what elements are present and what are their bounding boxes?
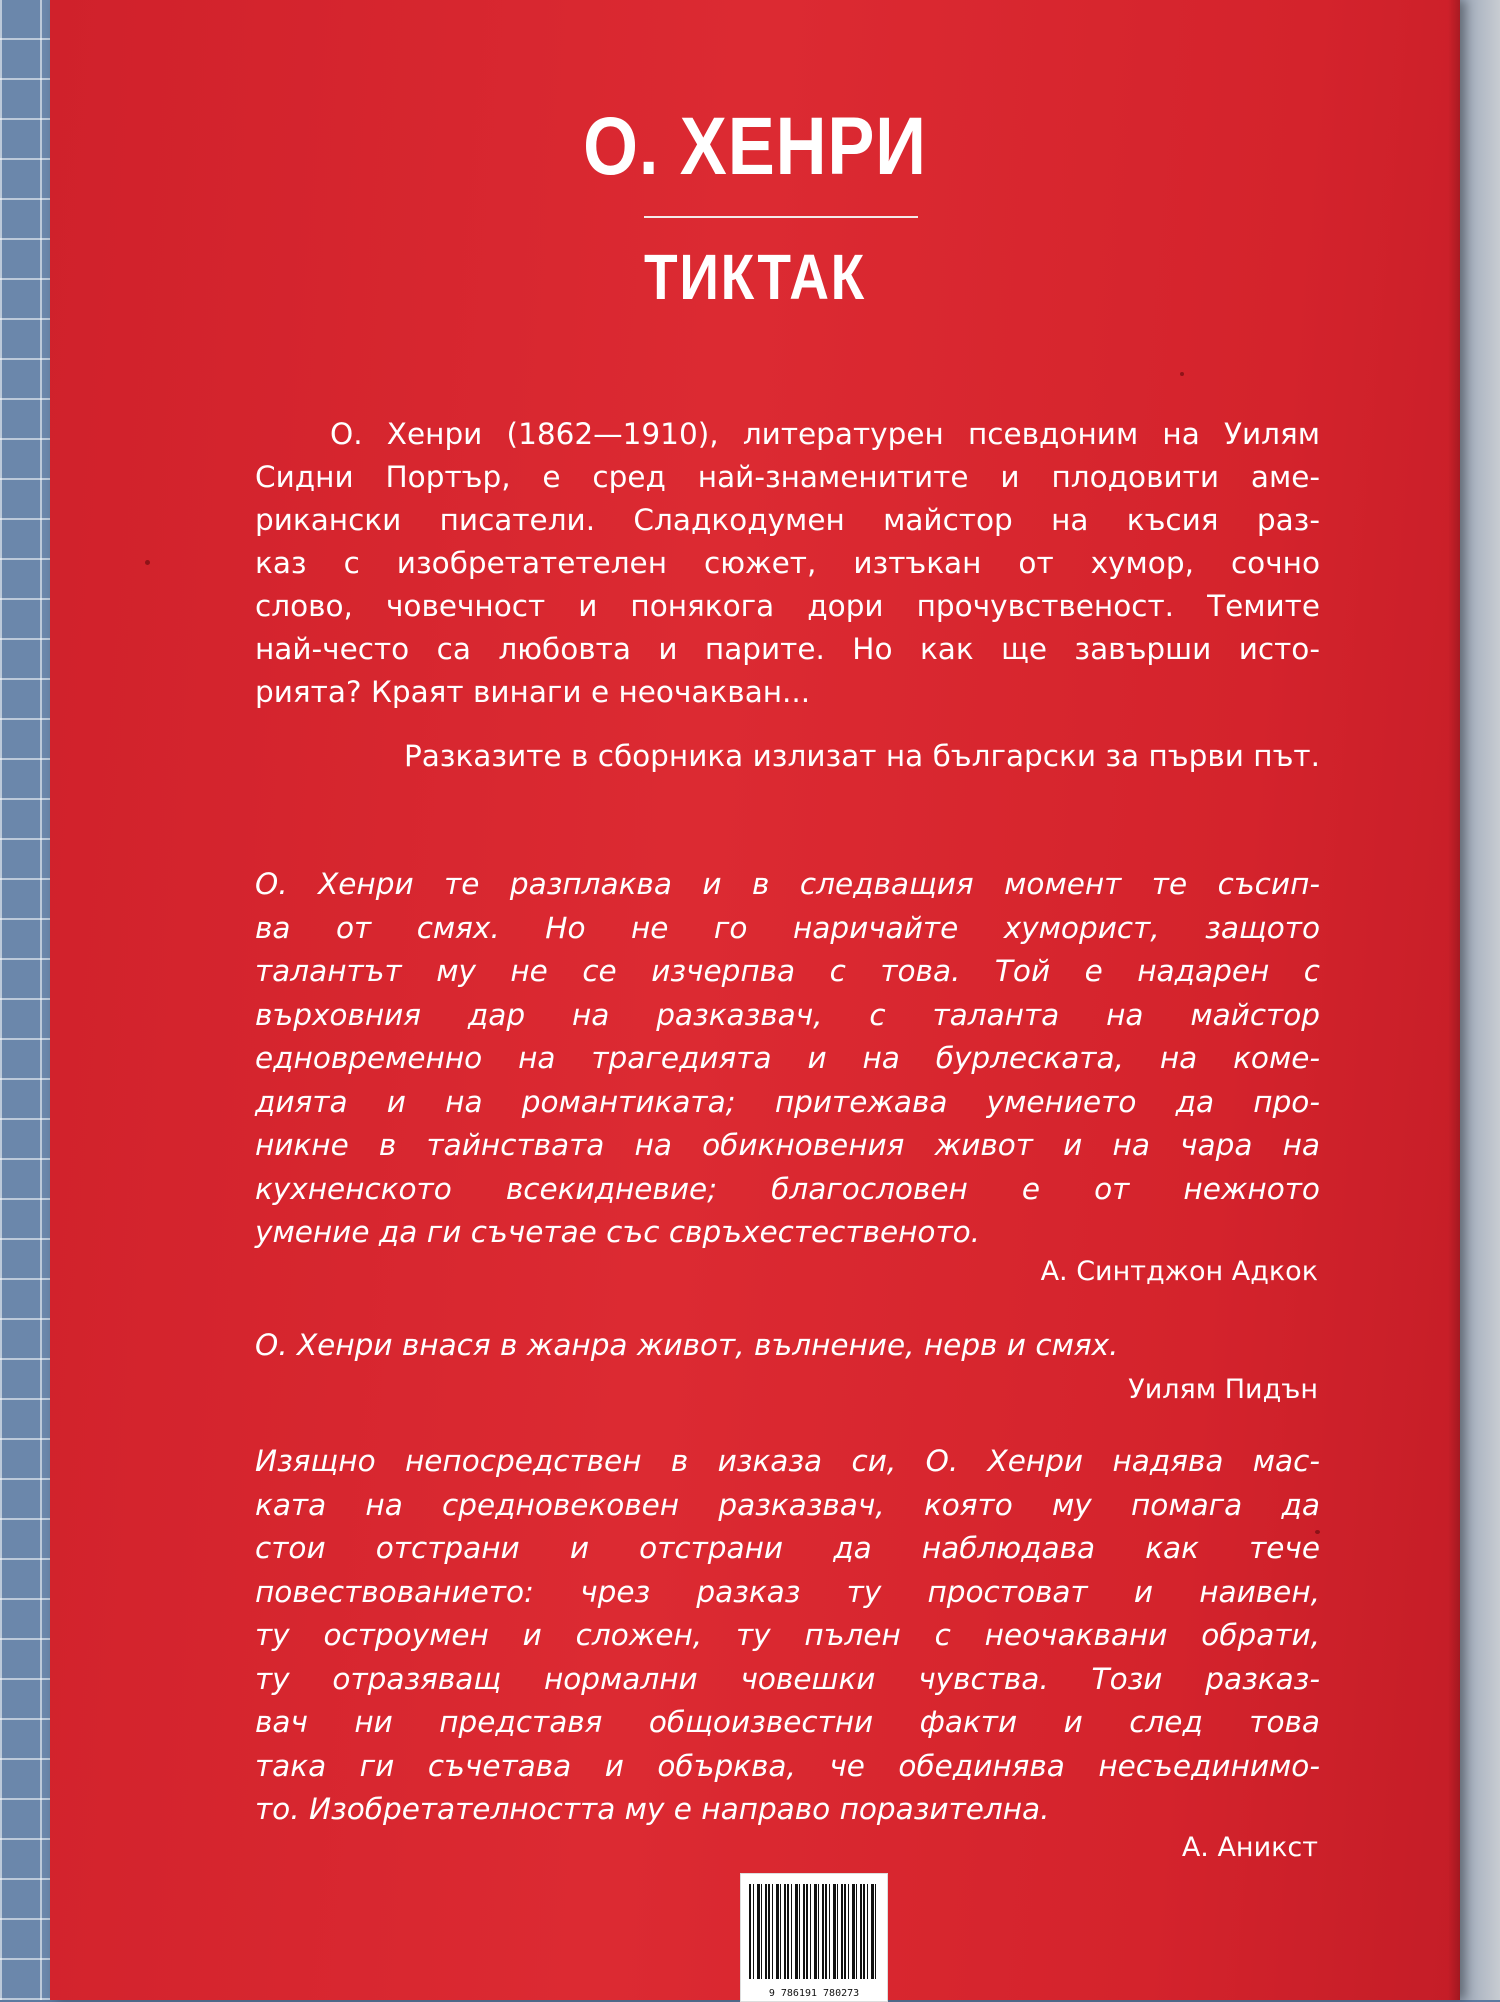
bio-line: каз с изобретатетелен сюжет, изтъкан от хумор, сочно xyxy=(255,546,1320,580)
barcode-bars xyxy=(749,1884,879,1979)
bio-line: рикански писатели. Сладкодумен майстор на късия раз- xyxy=(255,503,1320,537)
quote-line: повествованието: чрез разказ ту простоват и наивен, xyxy=(255,1574,1320,1609)
quote-anikst xyxy=(255,1440,1320,1832)
author-name: О. ХЕНРИ xyxy=(583,101,927,192)
quote-line: О. Хенри те разплаква и в следващия момент те съсип- xyxy=(255,867,1320,901)
quote-line: умение да ги съчетае със свръхестественото. xyxy=(255,1215,981,1249)
quote-line: едновременно на трагедията и на бурлеската, на коме- xyxy=(255,1041,1320,1075)
quote-line: вач ни представя общоизвестни факти и след това xyxy=(255,1705,1320,1739)
quote-line: така ги съчетава и обърква, че обединява несъединимо- xyxy=(255,1748,1320,1783)
author-bio xyxy=(255,413,1320,714)
quote-line: върховния дар на разказвач, с таланта на майстор xyxy=(255,997,1320,1032)
bio-line: най-често са любовта и парите. Но как ще завърши исто- xyxy=(255,632,1320,666)
quote-attribution: А. Синтджон Адкок xyxy=(1040,1256,1318,1287)
title-divider xyxy=(644,216,918,218)
cover-speck xyxy=(145,560,150,565)
quote-attribution: Уилям Пидън xyxy=(1128,1374,1318,1405)
edition-note: Разказите в сборника излизат на български за първи път. xyxy=(403,739,1320,773)
bio-line: слово, човечност и понякога дори прочувственост. Темите xyxy=(255,589,1320,623)
quote-line: кухненското всекидневие; благословен е от нежното xyxy=(255,1171,1320,1206)
cover-spine-shadow xyxy=(1448,0,1460,2000)
quote-line: никне в тайнствата на обикновения живот и на чара на xyxy=(255,1128,1320,1162)
quote-line: ката на средновековен разказвач, която му помага да xyxy=(255,1487,1320,1522)
book-title: ТИКТАК xyxy=(644,241,866,313)
quote-peden xyxy=(255,1324,1320,1368)
cover-speck xyxy=(1315,1530,1320,1534)
book-back-cover xyxy=(50,0,1460,2000)
bio-line: рията? Краят винаги е неочакван... xyxy=(255,675,811,709)
quote-line: О. Хенри внася в жанра живот, вълнение, нерв и смях. xyxy=(255,1328,1119,1362)
bio-line: О. Хенри (1862—1910), литературен псевдоним на Уилям xyxy=(330,417,1320,451)
isbn-barcode xyxy=(740,1873,888,2002)
quote-line: ту отразяващ нормални човешки чувства. Този разказ- xyxy=(255,1661,1320,1696)
quote-line: ту остроумен и сложен, ту пълен с неочаквани обрати, xyxy=(255,1618,1320,1652)
table-edge xyxy=(1460,0,1500,2000)
quote-attribution: А. Аникст xyxy=(1181,1832,1318,1863)
bio-line: Сидни Портър, е сред най-знаменитите и плодовити аме- xyxy=(255,460,1320,494)
cover-speck xyxy=(1180,372,1184,376)
barcode-digits: 9 786191 780273 xyxy=(768,1988,860,1999)
quote-line: дията и на романтиката; притежава умението да про- xyxy=(255,1084,1320,1119)
quote-line: талантът му не се изчерпва с това. Той е надарен с xyxy=(255,954,1320,988)
quote-line: ва от смях. Но не го наричайте хуморист, защото xyxy=(255,910,1320,945)
quote-adcock xyxy=(255,863,1320,1255)
quote-line: то. Изобретателността му е направо поразителна. xyxy=(255,1792,1050,1826)
quote-line: Изящно непосредствен в изказа си, О. Хенри надява мас- xyxy=(255,1444,1320,1478)
quote-line: стои отстрани и отстрани да наблюдава как тече xyxy=(255,1531,1320,1565)
